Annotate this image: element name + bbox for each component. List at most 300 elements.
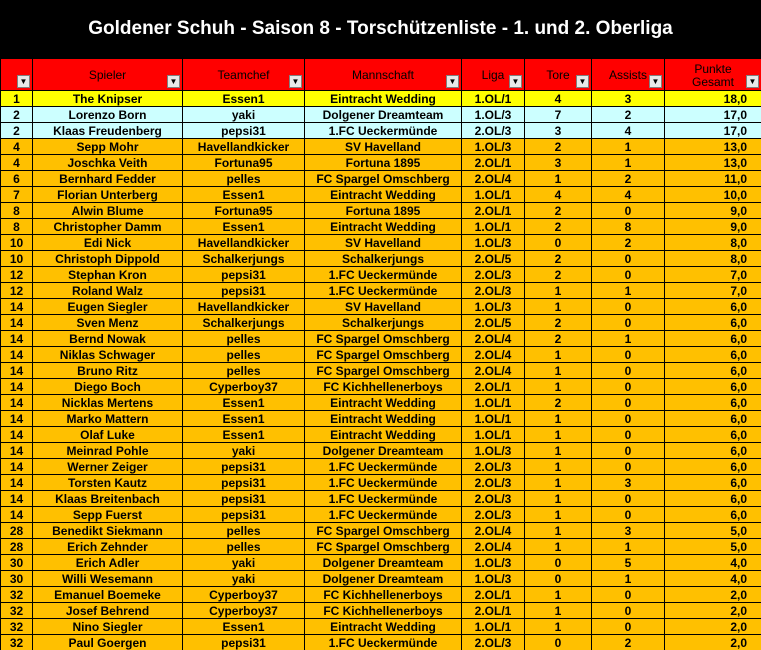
table-row[interactable] xyxy=(1,555,761,571)
rank-cell[interactable]: 2 xyxy=(1,123,33,139)
teamchef-cell[interactable]: pelles xyxy=(183,539,305,555)
punkte-cell[interactable]: 6,0 xyxy=(665,347,761,363)
team-cell[interactable]: FC Spargel Omschberg xyxy=(305,347,462,363)
player-cell[interactable]: Josef Behrend xyxy=(33,603,183,619)
table-row[interactable] xyxy=(1,411,761,427)
liga-cell[interactable]: 1.OL/3 xyxy=(462,235,525,251)
assists-cell[interactable]: 0 xyxy=(592,267,665,283)
team-cell[interactable]: FC Kichhellenerboys xyxy=(305,587,462,603)
tore-cell[interactable]: 2 xyxy=(525,203,592,219)
punkte-cell[interactable]: 6,0 xyxy=(665,491,761,507)
assists-cell[interactable]: 0 xyxy=(592,603,665,619)
table-row[interactable] xyxy=(1,331,761,347)
liga-cell[interactable]: 1.OL/3 xyxy=(462,571,525,587)
tore-cell[interactable]: 2 xyxy=(525,219,592,235)
table-row[interactable] xyxy=(1,139,761,155)
rank-cell[interactable]: 14 xyxy=(1,459,33,475)
teamchef-cell[interactable]: Fortuna95 xyxy=(183,155,305,171)
team-cell[interactable]: Eintracht Wedding xyxy=(305,395,462,411)
assists-cell[interactable]: 0 xyxy=(592,251,665,267)
team-cell[interactable]: Eintracht Wedding xyxy=(305,187,462,203)
player-cell[interactable]: Marko Mattern xyxy=(33,411,183,427)
team-cell[interactable]: FC Spargel Omschberg xyxy=(305,331,462,347)
team-cell[interactable]: 1.FC Ueckermünde xyxy=(305,123,462,139)
rank-cell[interactable]: 1 xyxy=(1,91,33,107)
team-cell[interactable]: 1.FC Ueckermünde xyxy=(305,475,462,491)
assists-cell[interactable]: 5 xyxy=(592,555,665,571)
punkte-cell[interactable]: 2,0 xyxy=(665,619,761,635)
player-cell[interactable]: Erich Adler xyxy=(33,555,183,571)
assists-cell[interactable]: 1 xyxy=(592,283,665,299)
rank-cell[interactable]: 4 xyxy=(1,155,33,171)
rank-cell[interactable]: 14 xyxy=(1,475,33,491)
player-cell[interactable]: Torsten Kautz xyxy=(33,475,183,491)
tore-cell[interactable]: 1 xyxy=(525,363,592,379)
team-cell[interactable]: Schalkerjungs xyxy=(305,251,462,267)
player-cell[interactable]: Roland Walz xyxy=(33,283,183,299)
table-row[interactable] xyxy=(1,603,761,619)
teamchef-cell[interactable]: Schalkerjungs xyxy=(183,251,305,267)
punkte-cell[interactable]: 2,0 xyxy=(665,587,761,603)
team-cell[interactable]: Schalkerjungs xyxy=(305,315,462,331)
tore-cell[interactable]: 1 xyxy=(525,379,592,395)
table-row[interactable] xyxy=(1,203,761,219)
table-row[interactable] xyxy=(1,635,761,650)
team-cell[interactable]: Eintracht Wedding xyxy=(305,619,462,635)
teamchef-cell[interactable]: pelles xyxy=(183,347,305,363)
teamchef-cell[interactable]: Havellandkicker xyxy=(183,235,305,251)
tore-cell[interactable]: 1 xyxy=(525,171,592,187)
rank-cell[interactable]: 14 xyxy=(1,299,33,315)
table-row[interactable] xyxy=(1,155,761,171)
team-cell[interactable]: Fortuna 1895 xyxy=(305,203,462,219)
liga-cell[interactable]: 1.OL/1 xyxy=(462,411,525,427)
teamchef-cell[interactable]: pelles xyxy=(183,523,305,539)
tore-cell[interactable]: 1 xyxy=(525,459,592,475)
teamchef-cell[interactable]: Essen1 xyxy=(183,411,305,427)
rank-cell[interactable]: 14 xyxy=(1,491,33,507)
rank-cell[interactable]: 28 xyxy=(1,539,33,555)
liga-cell[interactable]: 2.OL/3 xyxy=(462,267,525,283)
punkte-cell[interactable]: 13,0 xyxy=(665,139,761,155)
rank-cell[interactable]: 28 xyxy=(1,523,33,539)
punkte-cell[interactable]: 9,0 xyxy=(665,203,761,219)
rank-cell[interactable]: 12 xyxy=(1,283,33,299)
table-row[interactable] xyxy=(1,107,761,123)
player-cell[interactable]: Willi Wesemann xyxy=(33,571,183,587)
rank-cell[interactable]: 14 xyxy=(1,363,33,379)
team-cell[interactable]: 1.FC Ueckermünde xyxy=(305,459,462,475)
team-cell[interactable]: Fortuna 1895 xyxy=(305,155,462,171)
assists-cell[interactable]: 2 xyxy=(592,171,665,187)
punkte-cell[interactable]: 4,0 xyxy=(665,555,761,571)
player-cell[interactable]: The Knipser xyxy=(33,91,183,107)
rank-cell[interactable]: 10 xyxy=(1,251,33,267)
tore-cell[interactable]: 2 xyxy=(525,331,592,347)
rank-cell[interactable]: 14 xyxy=(1,427,33,443)
liga-cell[interactable]: 1.OL/1 xyxy=(462,395,525,411)
table-row[interactable] xyxy=(1,459,761,475)
team-cell[interactable]: Dolgener Dreamteam xyxy=(305,555,462,571)
filter-dropdown-icon[interactable]: ▼ xyxy=(289,75,302,88)
liga-cell[interactable]: 2.OL/3 xyxy=(462,283,525,299)
tore-cell[interactable]: 1 xyxy=(525,587,592,603)
rank-cell[interactable]: 10 xyxy=(1,235,33,251)
team-cell[interactable]: Eintracht Wedding xyxy=(305,411,462,427)
player-cell[interactable]: Klaas Breitenbach xyxy=(33,491,183,507)
team-cell[interactable]: FC Kichhellenerboys xyxy=(305,379,462,395)
rank-cell[interactable]: 14 xyxy=(1,443,33,459)
rank-cell[interactable]: 8 xyxy=(1,203,33,219)
assists-cell[interactable]: 1 xyxy=(592,539,665,555)
assists-cell[interactable]: 0 xyxy=(592,411,665,427)
table-row[interactable] xyxy=(1,283,761,299)
filter-dropdown-icon[interactable]: ▼ xyxy=(746,75,759,88)
liga-cell[interactable]: 1.OL/1 xyxy=(462,91,525,107)
rank-cell[interactable]: 14 xyxy=(1,379,33,395)
teamchef-cell[interactable]: pelles xyxy=(183,331,305,347)
teamchef-cell[interactable]: pepsi31 xyxy=(183,123,305,139)
table-row[interactable] xyxy=(1,571,761,587)
liga-cell[interactable]: 2.OL/3 xyxy=(462,507,525,523)
assists-cell[interactable]: 1 xyxy=(592,571,665,587)
rank-cell[interactable]: 2 xyxy=(1,107,33,123)
liga-cell[interactable]: 1.OL/1 xyxy=(462,219,525,235)
tore-cell[interactable]: 1 xyxy=(525,539,592,555)
rank-cell[interactable]: 14 xyxy=(1,507,33,523)
assists-cell[interactable]: 1 xyxy=(592,331,665,347)
table-row[interactable] xyxy=(1,379,761,395)
rank-cell[interactable]: 14 xyxy=(1,331,33,347)
team-cell[interactable]: FC Spargel Omschberg xyxy=(305,363,462,379)
teamchef-cell[interactable]: Essen1 xyxy=(183,219,305,235)
teamchef-cell[interactable]: pepsi31 xyxy=(183,491,305,507)
liga-cell[interactable]: 1.OL/3 xyxy=(462,555,525,571)
assists-cell[interactable]: 0 xyxy=(592,619,665,635)
team-cell[interactable]: 1.FC Ueckermünde xyxy=(305,635,462,650)
player-cell[interactable]: Sepp Mohr xyxy=(33,139,183,155)
teamchef-cell[interactable]: pepsi31 xyxy=(183,507,305,523)
tore-cell[interactable]: 1 xyxy=(525,603,592,619)
assists-cell[interactable]: 0 xyxy=(592,299,665,315)
tore-cell[interactable]: 1 xyxy=(525,619,592,635)
punkte-cell[interactable]: 6,0 xyxy=(665,315,761,331)
filter-dropdown-icon[interactable]: ▼ xyxy=(649,75,662,88)
liga-cell[interactable]: 2.OL/4 xyxy=(462,331,525,347)
table-row[interactable] xyxy=(1,539,761,555)
punkte-cell[interactable]: 6,0 xyxy=(665,459,761,475)
liga-cell[interactable]: 1.OL/1 xyxy=(462,619,525,635)
liga-cell[interactable]: 1.OL/3 xyxy=(462,443,525,459)
liga-cell[interactable]: 2.OL/3 xyxy=(462,635,525,650)
rank-cell[interactable]: 6 xyxy=(1,171,33,187)
assists-cell[interactable]: 0 xyxy=(592,459,665,475)
liga-cell[interactable]: 2.OL/1 xyxy=(462,587,525,603)
player-cell[interactable]: Nino Siegler xyxy=(33,619,183,635)
rank-cell[interactable]: 14 xyxy=(1,395,33,411)
assists-cell[interactable]: 3 xyxy=(592,91,665,107)
team-cell[interactable]: Dolgener Dreamteam xyxy=(305,107,462,123)
tore-cell[interactable]: 1 xyxy=(525,299,592,315)
player-cell[interactable]: Erich Zehnder xyxy=(33,539,183,555)
liga-cell[interactable]: 1.OL/3 xyxy=(462,299,525,315)
tore-cell[interactable]: 3 xyxy=(525,155,592,171)
table-row[interactable] xyxy=(1,507,761,523)
liga-cell[interactable]: 2.OL/1 xyxy=(462,379,525,395)
punkte-cell[interactable]: 5,0 xyxy=(665,523,761,539)
table-row[interactable] xyxy=(1,347,761,363)
player-cell[interactable]: Diego Boch xyxy=(33,379,183,395)
player-cell[interactable]: Florian Unterberg xyxy=(33,187,183,203)
player-cell[interactable]: Lorenzo Born xyxy=(33,107,183,123)
liga-cell[interactable]: 2.OL/5 xyxy=(462,315,525,331)
teamchef-cell[interactable]: pepsi31 xyxy=(183,475,305,491)
player-cell[interactable]: Christopher Damm xyxy=(33,219,183,235)
punkte-cell[interactable]: 4,0 xyxy=(665,571,761,587)
punkte-cell[interactable]: 17,0 xyxy=(665,123,761,139)
liga-cell[interactable]: 2.OL/5 xyxy=(462,251,525,267)
liga-cell[interactable]: 2.OL/1 xyxy=(462,155,525,171)
table-row[interactable] xyxy=(1,363,761,379)
assists-cell[interactable]: 0 xyxy=(592,491,665,507)
liga-cell[interactable]: 1.OL/1 xyxy=(462,427,525,443)
teamchef-cell[interactable]: Fortuna95 xyxy=(183,203,305,219)
punkte-cell[interactable]: 6,0 xyxy=(665,443,761,459)
teamchef-cell[interactable]: Cyperboy37 xyxy=(183,379,305,395)
assists-cell[interactable]: 0 xyxy=(592,379,665,395)
punkte-cell[interactable]: 7,0 xyxy=(665,267,761,283)
table-row[interactable] xyxy=(1,475,761,491)
punkte-cell[interactable]: 6,0 xyxy=(665,299,761,315)
teamchef-cell[interactable]: pelles xyxy=(183,171,305,187)
teamchef-cell[interactable]: yaki xyxy=(183,571,305,587)
tore-cell[interactable]: 3 xyxy=(525,123,592,139)
punkte-cell[interactable]: 6,0 xyxy=(665,507,761,523)
assists-cell[interactable]: 0 xyxy=(592,427,665,443)
rank-cell[interactable]: 12 xyxy=(1,267,33,283)
liga-cell[interactable]: 2.OL/4 xyxy=(462,347,525,363)
liga-cell[interactable]: 2.OL/4 xyxy=(462,539,525,555)
table-row[interactable] xyxy=(1,219,761,235)
player-cell[interactable]: Alwin Blume xyxy=(33,203,183,219)
punkte-cell[interactable]: 13,0 xyxy=(665,155,761,171)
team-cell[interactable]: Eintracht Wedding xyxy=(305,219,462,235)
player-cell[interactable]: Joschka Veith xyxy=(33,155,183,171)
teamchef-cell[interactable]: Essen1 xyxy=(183,619,305,635)
teamchef-cell[interactable]: Havellandkicker xyxy=(183,139,305,155)
assists-cell[interactable]: 2 xyxy=(592,235,665,251)
liga-cell[interactable]: 2.OL/4 xyxy=(462,171,525,187)
tore-cell[interactable]: 2 xyxy=(525,267,592,283)
tore-cell[interactable]: 0 xyxy=(525,555,592,571)
table-row[interactable] xyxy=(1,251,761,267)
team-cell[interactable]: Dolgener Dreamteam xyxy=(305,443,462,459)
assists-cell[interactable]: 0 xyxy=(592,363,665,379)
tore-cell[interactable]: 4 xyxy=(525,187,592,203)
table-row[interactable] xyxy=(1,619,761,635)
player-cell[interactable]: Bernhard Fedder xyxy=(33,171,183,187)
rank-cell[interactable]: 14 xyxy=(1,347,33,363)
assists-cell[interactable]: 4 xyxy=(592,187,665,203)
liga-cell[interactable]: 2.OL/4 xyxy=(462,523,525,539)
tore-cell[interactable]: 4 xyxy=(525,91,592,107)
table-row[interactable] xyxy=(1,427,761,443)
tore-cell[interactable]: 2 xyxy=(525,315,592,331)
team-cell[interactable]: FC Kichhellenerboys xyxy=(305,603,462,619)
table-row[interactable] xyxy=(1,299,761,315)
teamchef-cell[interactable]: pepsi31 xyxy=(183,267,305,283)
player-cell[interactable]: Stephan Kron xyxy=(33,267,183,283)
punkte-cell[interactable]: 11,0 xyxy=(665,171,761,187)
table-row[interactable] xyxy=(1,171,761,187)
teamchef-cell[interactable]: yaki xyxy=(183,555,305,571)
table-row[interactable] xyxy=(1,235,761,251)
punkte-cell[interactable]: 7,0 xyxy=(665,283,761,299)
filter-dropdown-icon[interactable]: ▼ xyxy=(576,75,589,88)
rank-cell[interactable]: 30 xyxy=(1,571,33,587)
rank-cell[interactable]: 32 xyxy=(1,587,33,603)
liga-cell[interactable]: 1.OL/3 xyxy=(462,107,525,123)
punkte-cell[interactable]: 2,0 xyxy=(665,635,761,650)
teamchef-cell[interactable]: Cyperboy37 xyxy=(183,587,305,603)
tore-cell[interactable]: 1 xyxy=(525,347,592,363)
table-row[interactable] xyxy=(1,395,761,411)
team-cell[interactable]: FC Spargel Omschberg xyxy=(305,171,462,187)
punkte-cell[interactable]: 18,0 xyxy=(665,91,761,107)
liga-cell[interactable]: 2.OL/3 xyxy=(462,491,525,507)
tore-cell[interactable]: 1 xyxy=(525,491,592,507)
punkte-cell[interactable]: 6,0 xyxy=(665,379,761,395)
table-row[interactable] xyxy=(1,315,761,331)
filter-dropdown-icon[interactable]: ▼ xyxy=(167,75,180,88)
tore-cell[interactable]: 7 xyxy=(525,107,592,123)
table-row[interactable] xyxy=(1,187,761,203)
assists-cell[interactable]: 0 xyxy=(592,587,665,603)
team-cell[interactable]: FC Spargel Omschberg xyxy=(305,539,462,555)
punkte-cell[interactable]: 8,0 xyxy=(665,235,761,251)
team-cell[interactable]: 1.FC Ueckermünde xyxy=(305,491,462,507)
player-cell[interactable]: Niklas Schwager xyxy=(33,347,183,363)
liga-cell[interactable]: 2.OL/3 xyxy=(462,475,525,491)
table-row[interactable] xyxy=(1,267,761,283)
team-cell[interactable]: 1.FC Ueckermünde xyxy=(305,507,462,523)
filter-dropdown-icon[interactable]: ▼ xyxy=(509,75,522,88)
player-cell[interactable]: Meinrad Pohle xyxy=(33,443,183,459)
teamchef-cell[interactable]: pepsi31 xyxy=(183,635,305,650)
player-cell[interactable]: Sven Menz xyxy=(33,315,183,331)
punkte-cell[interactable]: 6,0 xyxy=(665,363,761,379)
tore-cell[interactable]: 1 xyxy=(525,443,592,459)
tore-cell[interactable]: 2 xyxy=(525,395,592,411)
player-cell[interactable]: Bernd Nowak xyxy=(33,331,183,347)
assists-cell[interactable]: 1 xyxy=(592,139,665,155)
rank-cell[interactable]: 32 xyxy=(1,603,33,619)
player-cell[interactable]: Werner Zeiger xyxy=(33,459,183,475)
team-cell[interactable]: 1.FC Ueckermünde xyxy=(305,283,462,299)
punkte-cell[interactable]: 6,0 xyxy=(665,395,761,411)
team-cell[interactable]: Eintracht Wedding xyxy=(305,91,462,107)
player-cell[interactable]: Eugen Siegler xyxy=(33,299,183,315)
team-cell[interactable]: SV Havelland xyxy=(305,299,462,315)
player-cell[interactable]: Benedikt Siekmann xyxy=(33,523,183,539)
table-row[interactable] xyxy=(1,491,761,507)
team-cell[interactable]: SV Havelland xyxy=(305,235,462,251)
punkte-cell[interactable]: 5,0 xyxy=(665,539,761,555)
rank-cell[interactable]: 8 xyxy=(1,219,33,235)
team-cell[interactable]: Eintracht Wedding xyxy=(305,427,462,443)
teamchef-cell[interactable]: pelles xyxy=(183,363,305,379)
tore-cell[interactable]: 0 xyxy=(525,235,592,251)
tore-cell[interactable]: 1 xyxy=(525,507,592,523)
punkte-cell[interactable]: 6,0 xyxy=(665,427,761,443)
punkte-cell[interactable]: 6,0 xyxy=(665,411,761,427)
rank-cell[interactable]: 32 xyxy=(1,619,33,635)
liga-cell[interactable]: 1.OL/1 xyxy=(462,187,525,203)
liga-cell[interactable]: 2.OL/1 xyxy=(462,203,525,219)
assists-cell[interactable]: 0 xyxy=(592,507,665,523)
rank-cell[interactable]: 14 xyxy=(1,315,33,331)
tore-cell[interactable]: 0 xyxy=(525,635,592,650)
assists-cell[interactable]: 4 xyxy=(592,123,665,139)
liga-cell[interactable]: 2.OL/1 xyxy=(462,603,525,619)
rank-cell[interactable]: 14 xyxy=(1,411,33,427)
player-cell[interactable]: Emanuel Boemeke xyxy=(33,587,183,603)
assists-cell[interactable]: 0 xyxy=(592,347,665,363)
liga-cell[interactable]: 1.OL/3 xyxy=(462,139,525,155)
teamchef-cell[interactable]: yaki xyxy=(183,443,305,459)
teamchef-cell[interactable]: pepsi31 xyxy=(183,459,305,475)
assists-cell[interactable]: 3 xyxy=(592,475,665,491)
table-row[interactable] xyxy=(1,523,761,539)
liga-cell[interactable]: 2.OL/3 xyxy=(462,123,525,139)
player-cell[interactable]: Olaf Luke xyxy=(33,427,183,443)
table-row[interactable] xyxy=(1,443,761,459)
tore-cell[interactable]: 1 xyxy=(525,475,592,491)
table-row[interactable] xyxy=(1,91,761,107)
tore-cell[interactable]: 1 xyxy=(525,427,592,443)
assists-cell[interactable]: 2 xyxy=(592,635,665,650)
player-cell[interactable]: Nicklas Mertens xyxy=(33,395,183,411)
player-cell[interactable]: Edi Nick xyxy=(33,235,183,251)
punkte-cell[interactable]: 2,0 xyxy=(665,603,761,619)
assists-cell[interactable]: 0 xyxy=(592,443,665,459)
punkte-cell[interactable]: 6,0 xyxy=(665,331,761,347)
table-row[interactable] xyxy=(1,587,761,603)
teamchef-cell[interactable]: Essen1 xyxy=(183,91,305,107)
table-row[interactable] xyxy=(1,123,761,139)
tore-cell[interactable]: 2 xyxy=(525,251,592,267)
assists-cell[interactable]: 3 xyxy=(592,523,665,539)
teamchef-cell[interactable]: Essen1 xyxy=(183,395,305,411)
team-cell[interactable]: Dolgener Dreamteam xyxy=(305,571,462,587)
rank-cell[interactable]: 30 xyxy=(1,555,33,571)
tore-cell[interactable]: 1 xyxy=(525,411,592,427)
player-cell[interactable]: Paul Goergen xyxy=(33,635,183,650)
tore-cell[interactable]: 2 xyxy=(525,139,592,155)
punkte-cell[interactable]: 9,0 xyxy=(665,219,761,235)
teamchef-cell[interactable]: yaki xyxy=(183,107,305,123)
player-cell[interactable]: Christoph Dippold xyxy=(33,251,183,267)
liga-cell[interactable]: 2.OL/4 xyxy=(462,363,525,379)
rank-cell[interactable]: 32 xyxy=(1,635,33,650)
punkte-cell[interactable]: 6,0 xyxy=(665,475,761,491)
tore-cell[interactable]: 1 xyxy=(525,283,592,299)
teamchef-cell[interactable]: Cyperboy37 xyxy=(183,603,305,619)
assists-cell[interactable]: 2 xyxy=(592,107,665,123)
filter-dropdown-icon[interactable]: ▼ xyxy=(17,75,30,88)
assists-cell[interactable]: 0 xyxy=(592,395,665,411)
rank-cell[interactable]: 7 xyxy=(1,187,33,203)
